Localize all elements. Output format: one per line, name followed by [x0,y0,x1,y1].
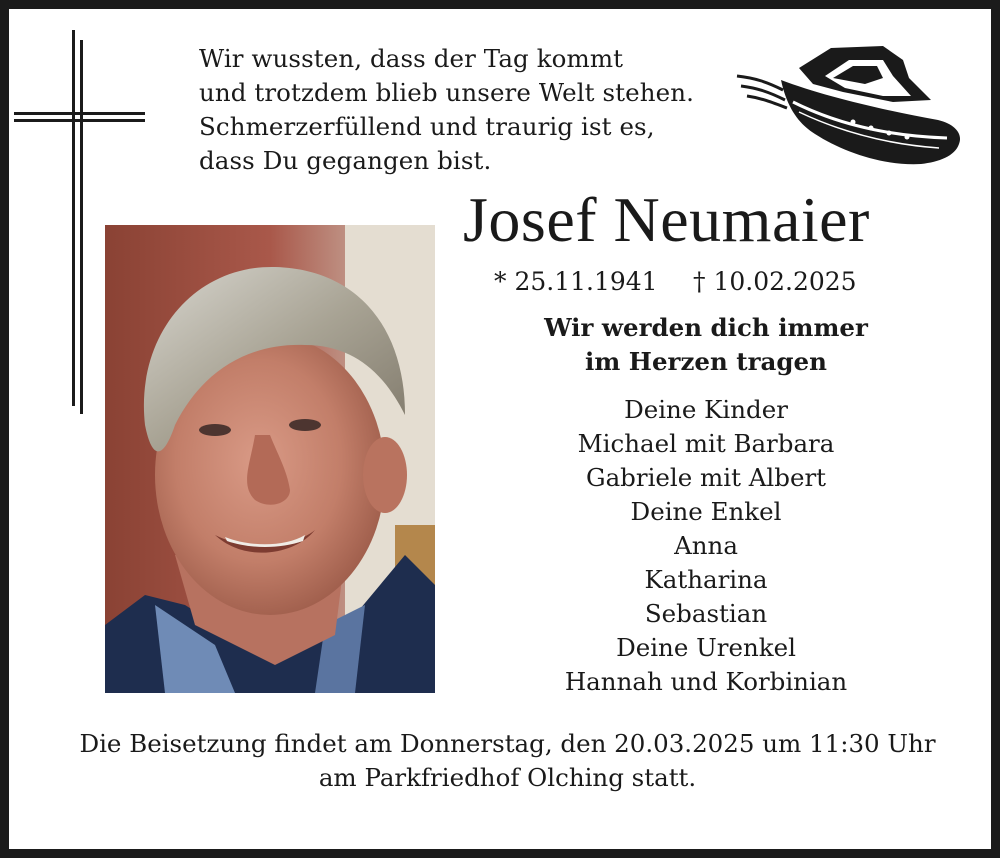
cross-vertical-line-2 [80,40,83,414]
mourner-line: Sebastian [644,599,768,628]
deceased-name: Josef Neumaier [463,184,870,255]
portrait-photo [105,225,435,693]
cross-horizontal-line-1 [14,112,145,115]
mourner-line: Katharina [644,565,768,594]
poem-line: Schmerzerfüllend und traurig ist es, [199,112,655,141]
life-dates [494,265,857,299]
mourner-line: Hannah und Korbinian [564,667,848,696]
mourners-list [492,393,920,699]
death-date: † 10.02.2025 [693,267,857,296]
poem-line: und trotzdem blieb unsere Welt stehen. [199,78,694,107]
motor-yacht-icon [733,38,965,178]
poem [199,42,694,178]
motto-line: Wir werden dich immer [544,313,868,342]
funeral-information [20,727,995,795]
funeral-line: Die Beisetzung findet am Donnerstag, den 20.03.2025 um 11:30 Uhr [79,729,936,758]
cross-horizontal-line-2 [14,119,145,122]
motto-line: im Herzen tragen [585,347,827,376]
mourner-line: Michael mit Barbara [577,429,835,458]
mourner-line: Gabriele mit Albert [586,463,826,492]
mourner-line: Anna [674,531,738,560]
mourner-line: Deine Kinder [624,395,788,424]
mourner-line: Deine Enkel [630,497,782,526]
motto [492,311,920,379]
poem-line: dass Du gegangen bist. [199,146,492,175]
cross-vertical-line-1 [72,30,75,406]
poem-line: Wir wussten, dass der Tag kommt [199,44,624,73]
birth-date: * 25.11.1941 [494,267,658,296]
funeral-line: am Parkfriedhof Olching statt. [318,763,697,792]
mourner-line: Deine Urenkel [616,633,796,662]
